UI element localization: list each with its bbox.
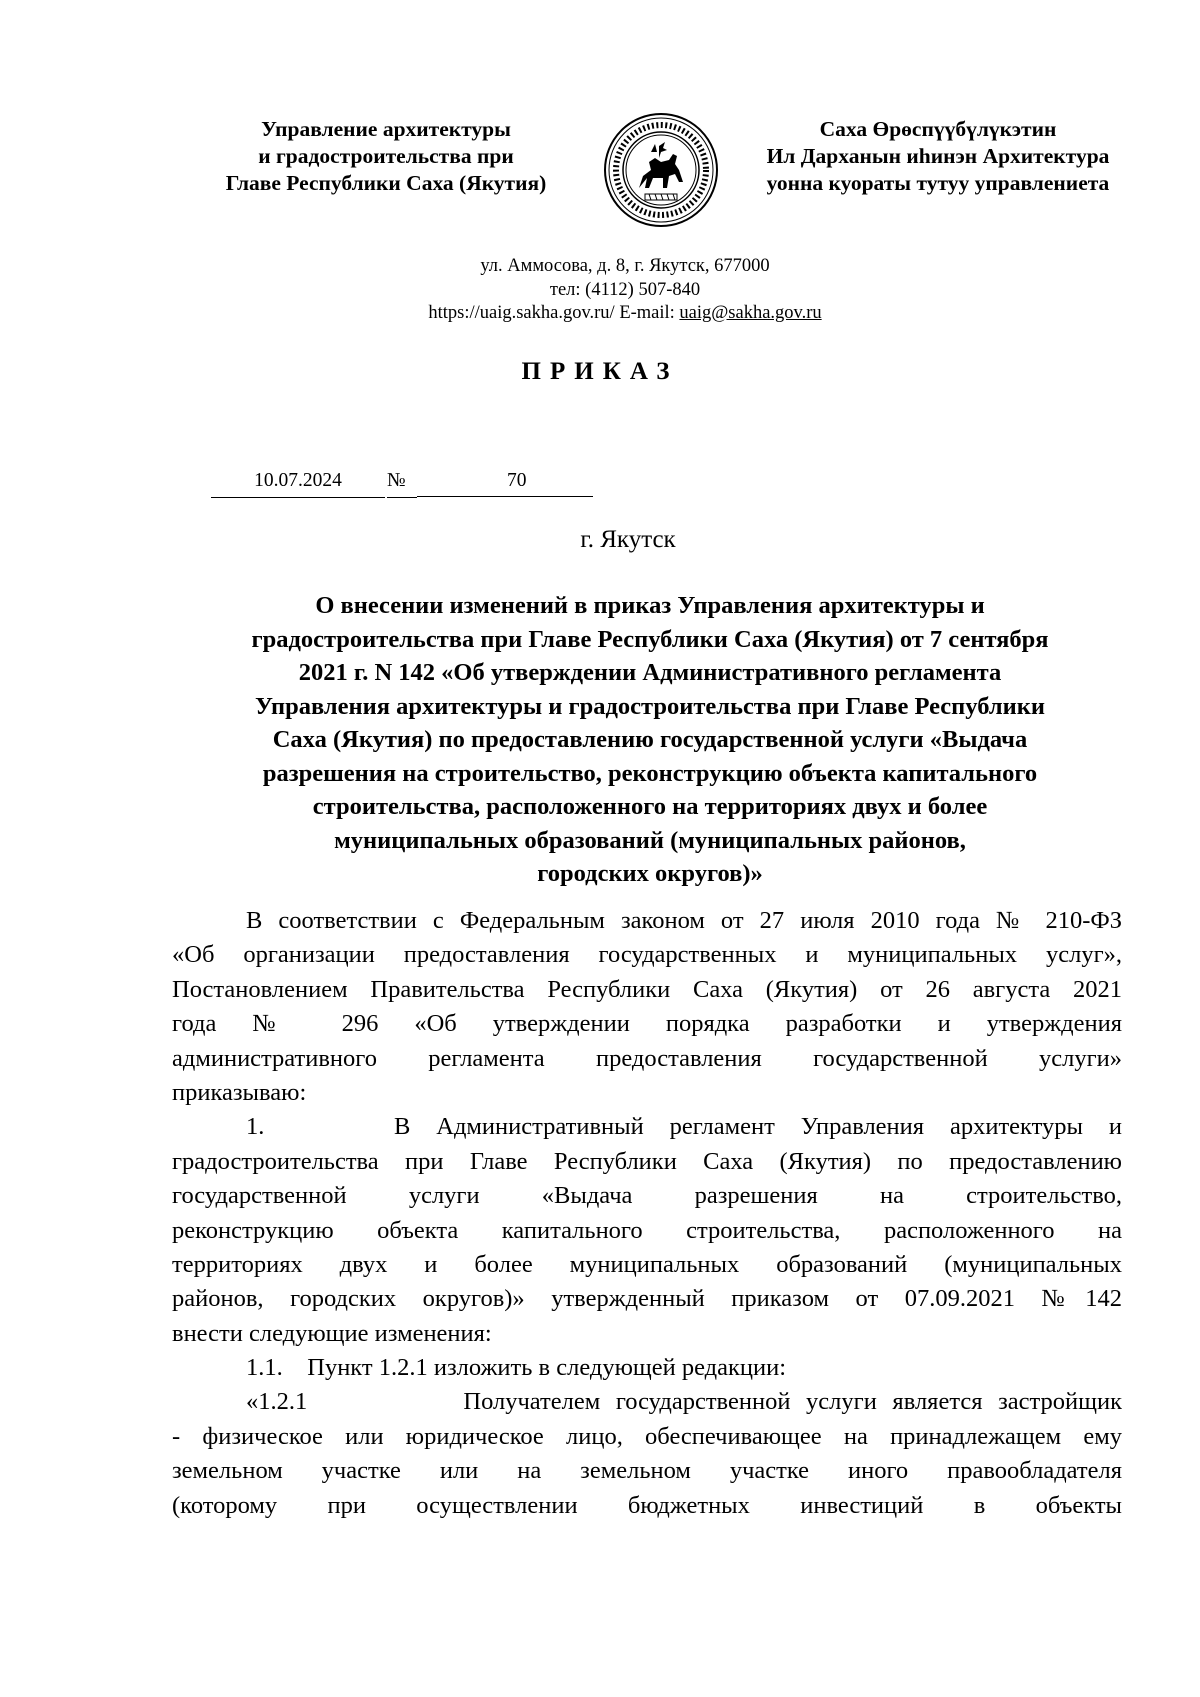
body-line: В соответствии с Федеральным законом от 27 июля 2010 года № 210-ФЗ — [246, 907, 1122, 934]
contacts-block — [350, 255, 900, 326]
subject-line: О внесении изменений в приказ Управления архитектуры и — [315, 592, 985, 619]
body-line: территориях двух и более муниципальных образований (муниципальных — [172, 1250, 1122, 1278]
body-line: (которому при осуществлении бюджетных инвестиций в объекты — [172, 1491, 1122, 1519]
header-left-line: Управление архитектуры — [261, 117, 511, 141]
body-line: 1.1. Пункт 1.2.1 изложить в следующей редакции: — [246, 1354, 787, 1382]
body-line: государственной услуги «Выдача разрешения на строительство, — [172, 1182, 1122, 1210]
header-right-line: Ил Дарханын иһинэн Архитектура — [766, 144, 1110, 168]
address: ул. Аммосова, д. 8, г. Якутск, 677000 — [480, 256, 770, 276]
site-and-email — [350, 302, 900, 326]
body-line: районов, городских округов)» утвержденный приказом от 07.09.2021 №142 — [172, 1285, 1122, 1313]
body-line: административного регламента предоставления государственной услуги» — [172, 1044, 1122, 1072]
subject-line: Управления архитектуры и градостроительства при Главе Республики — [255, 692, 1045, 720]
order-subject — [170, 589, 1130, 891]
order-number: 70 — [417, 470, 593, 497]
phone: тел: (4112) 507-840 — [549, 279, 701, 300]
body-line: - физическое или юридическое лицо, обеспечивающее на принадлежащем ему — [172, 1422, 1122, 1450]
header-left-line: и градостроительства при — [258, 144, 514, 168]
body-line: Постановлением Правительства Республики Саха (Якутия) от 26 августа 2021 — [172, 975, 1122, 1003]
subject-line: градостроительства при Главе Республики Саха (Якутия) от 7 сентября — [251, 625, 1049, 653]
body-line: 1. В Административный регламент Управления архитектуры и — [246, 1113, 1122, 1141]
subject-line: муниципальных образований (муниципальных районов, — [334, 826, 966, 854]
header-right-line: уонна куораты тутуу управлениета — [766, 171, 1110, 195]
body-line: реконструкцию объекта капитального строительства, расположенного на — [172, 1216, 1122, 1244]
order-date: 10.07.2024 — [211, 470, 385, 498]
subject-line: 2021 г. N 142 «Об утверждении Административного регламента — [298, 659, 1002, 686]
email-link[interactable]: uaig@sakha.gov.ru — [679, 303, 822, 323]
body-line: «1.2.1 Получателем государственной услуги является застройщик — [246, 1388, 1122, 1416]
header-right-block — [728, 116, 1148, 197]
header-right-line: Саха Өрөспүүбүлүкэтин — [819, 117, 1057, 141]
sakha-emblem-icon — [603, 112, 719, 228]
body-line: земельном участке или на земельном участке иного правообладателя — [172, 1457, 1122, 1485]
order-city: г. Якутск — [580, 526, 676, 553]
subject-line: городских округов)» — [537, 860, 763, 887]
body-line: внести следующие изменения: — [172, 1319, 492, 1347]
subject-line: Саха (Якутия) по предоставлению государственной услуги «Выдача — [272, 726, 1028, 753]
body-line: градостроительства при Главе Республики Саха (Якутия) по предоставлению — [172, 1147, 1122, 1175]
body-line: приказываю: — [172, 1078, 307, 1106]
header-left-line: Главе Республики Саха (Якутия) — [225, 171, 547, 195]
order-body — [172, 904, 1122, 1523]
site-url[interactable]: https://uaig.sakha.gov.ru/ E-mail: — [428, 303, 680, 323]
header-left-block — [196, 116, 576, 197]
order-title: ПРИКАЗ — [521, 358, 679, 385]
order-number-sign: № — [387, 470, 417, 498]
subject-line: разрешения на строительство, реконструкцию объекта капитального — [262, 759, 1038, 787]
body-line: года № 296 «Об утверждении порядка разработки и утверждения — [172, 1010, 1122, 1038]
body-line: «Об организации предоставления государственных и муниципальных услуг», — [172, 941, 1122, 969]
subject-line: строительства, расположенного на территориях двух и более — [312, 793, 988, 820]
